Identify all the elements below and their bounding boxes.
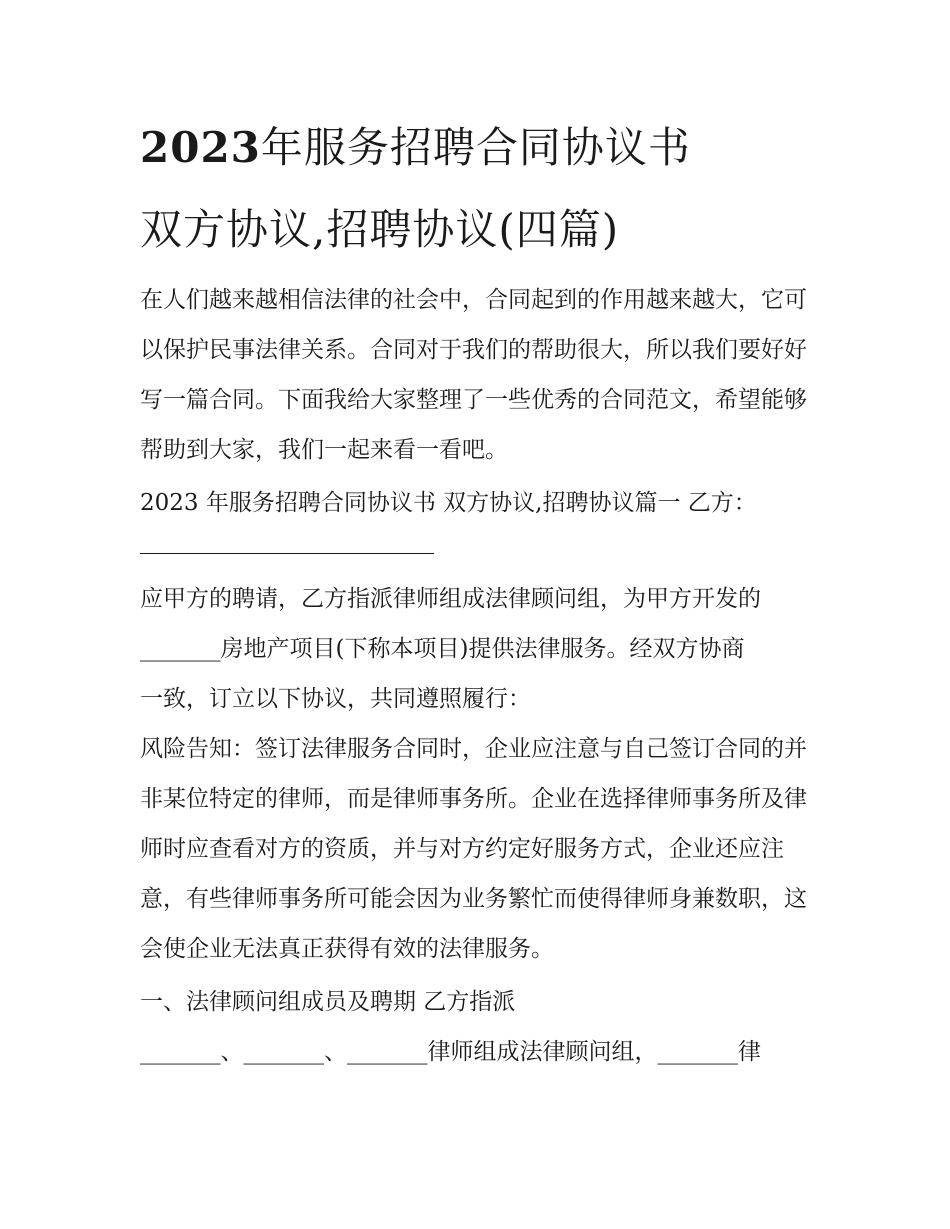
- title-year: 2023: [140, 123, 261, 172]
- section-heading: 2023 年服务招聘合同协议书 双方协议,招聘协议篇一 乙方：: [140, 490, 757, 516]
- clause-one-heading: 一、法律顾问组成员及聘期 乙方指派: [140, 989, 516, 1015]
- risk-notice-paragraph: 风险告知：签订法律服务合同时，企业应注意与自己签订合同的并非某位特定的律师，而是律师事务所。企业在选择律师事务所及律师时应查看对方的资质，并与对方约定好服务方式，企业还应注意，有些律师事务所可能会因为业务繁忙而使得律师身兼数职，这会使企业无法真正获得有效的法律服务。: [140, 736, 807, 962]
- agreement-line: 一致，订立以下协议，共同遵照履行：: [140, 686, 531, 712]
- document-title-line-2: 双方协议,招聘协议(四篇): [140, 205, 620, 254]
- title-text: 年服务招聘合同协议书: [260, 123, 691, 172]
- party-b-blank-line: [140, 553, 434, 554]
- clause-one-continuation: _______、_______、_______律师组成法律顾问组，_______律: [140, 1039, 761, 1065]
- appointment-paragraph: 应甲方的聘请，乙方指派律师组成法律顾问组，为甲方开发的_______房地产项目(下称本项目)提供法律服务。经双方协商: [140, 586, 761, 662]
- intro-paragraph: 在人们越来越相信法律的社会中，合同起到的作用越来越大，它可以保护民事法律关系。合同对于我们的帮助很大，所以我们要好好写一篇合同。下面我给大家整理了一些优秀的合同范文，希望能够帮助到大家，我们一起来看一看吧。: [140, 287, 807, 463]
- document-title-line-1: [140, 118, 691, 178]
